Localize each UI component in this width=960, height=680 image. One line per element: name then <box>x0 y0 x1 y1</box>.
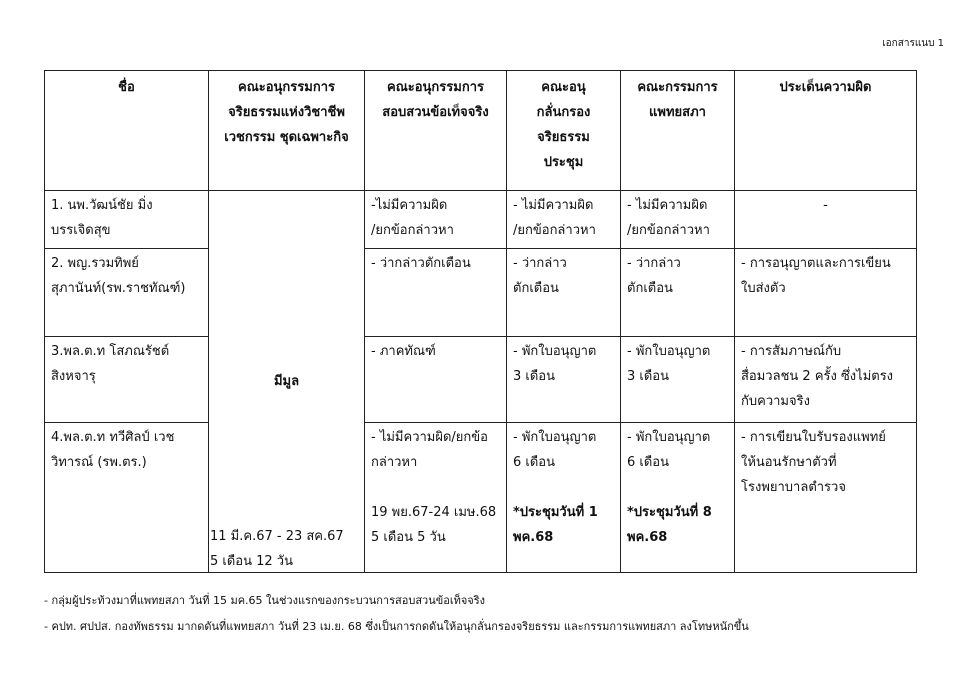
table-row <box>45 249 917 337</box>
cell-investigation: - ภาคทัณฑ์ <box>365 337 507 423</box>
cell-council: - พักใบอนุญาต 6 เดือน *ประชุมวันที่ 8 พค.68 <box>621 423 735 573</box>
header-investigation-subcommittee: คณะอนุกรรมการ สอบสวนข้อเท็จจริง <box>365 71 507 191</box>
cell-investigation: - ไม่มีความผิด/ยกข้อ กล่าวหา 19 พย.67-24 เมษ.68 5 เดือน 5 วัน <box>365 423 507 573</box>
document-attachment-label: เอกสารแนบ 1 <box>882 38 944 49</box>
investigation-period: 19 พย.67-24 เมษ.68 <box>371 505 497 520</box>
cell-screening: - ไม่มีความผิด /ยกข้อกล่าวหา <box>507 191 621 249</box>
footnotes <box>44 588 944 640</box>
cell-name: 2. พญ.รวมทิพย์ สุภานันท์(รพ.ราชทัณฑ์) <box>45 249 209 337</box>
cell-ethics-verdict: มีมูล <box>209 191 365 573</box>
header-ethics-subcommittee: คณะอนุกรรมการ จริยธรรมแห่งวิชาชีพ เวชกรรม ชุดเฉพาะกิจ <box>209 71 365 191</box>
cell-issue: - <box>735 191 917 249</box>
table-row <box>45 191 917 249</box>
screening-meeting-date: *ประชุมวันที่ 1 <box>513 505 598 520</box>
table-row <box>45 423 917 573</box>
header-screening-subcommittee: คณะอนุ กลั่นกรอง จริยธรรม ประชุม <box>507 71 621 191</box>
cell-investigation: - ว่ากล่าวตักเตือน <box>365 249 507 337</box>
ethics-case-table <box>44 70 917 573</box>
cell-name: 4.พล.ต.ท ทวีศิลป์ เวช วิทารณ์ (รพ.ตร.) <box>45 423 209 573</box>
screening-meeting-month: พค.68 <box>513 530 554 545</box>
cell-screening: - พักใบอนุญาต 6 เดือน *ประชุมวันที่ 1 พค.68 <box>507 423 621 573</box>
cell-screening: - ว่ากล่าว ตักเตือน <box>507 249 621 337</box>
cell-council: - พักใบอนุญาต 3 เดือน <box>621 337 735 423</box>
cell-issue: - การเขียนใบรับรองแพทย์ ให้นอนรักษาตัวที่ โรงพยาบาลตำรวจ <box>735 423 917 573</box>
cell-screening: - พักใบอนุญาต 3 เดือน <box>507 337 621 423</box>
cell-council: - ไม่มีความผิด /ยกข้อกล่าวหา <box>621 191 735 249</box>
council-meeting-date: *ประชุมวันที่ 8 <box>627 505 712 520</box>
footnote-item: - กลุ่มผู้ประท้วงมาที่แพทยสภา วันที่ 15 มค.65 ในช่วงแรกของกระบวนการสอบสวนข้อเท็จจริง <box>44 594 486 607</box>
cell-name: 1. นพ.วัฒน์ชัย มิ่ง บรรเจิดสุข <box>45 191 209 249</box>
cell-council: - ว่ากล่าว ตักเตือน <box>621 249 735 337</box>
cell-investigation: -ไม่มีความผิด /ยกข้อกล่าวหา <box>365 191 507 249</box>
cell-issue: - การอนุญาตและการเขียน ใบส่งตัว <box>735 249 917 337</box>
ethics-period: 11 มี.ค.67 - 23 สค.67 5 เดือน 12 วัน <box>210 529 344 569</box>
cell-name: 3.พล.ต.ท โสภณรัชต์ สิงหจารุ <box>45 337 209 423</box>
table-row <box>45 337 917 423</box>
header-name: ชื่อ <box>45 71 209 191</box>
council-meeting-month: พค.68 <box>627 530 668 545</box>
header-medical-council: คณะกรรมการ แพทยสภา <box>621 71 735 191</box>
footnote-item: - คปท. ศปปส. กองทัพธรรม มากดดันที่แพทยสภา วันที่ 23 เม.ย. 68 ซึ่งเป็นการกดดันให้อนุกลั่นกรองจริยธรรม และกรรมการแพทยสภา ลงโทษหนักขึ้น <box>44 620 749 633</box>
header-issue: ประเด็นความผิด <box>735 71 917 191</box>
cell-issue: - การสัมภาษณ์กับ สื่อมวลชน 2 ครั้ง ซึ่งไม่ตรง กับความจริง <box>735 337 917 423</box>
investigation-duration: 5 เดือน 5 วัน <box>371 530 446 545</box>
table-header-row <box>45 71 917 191</box>
